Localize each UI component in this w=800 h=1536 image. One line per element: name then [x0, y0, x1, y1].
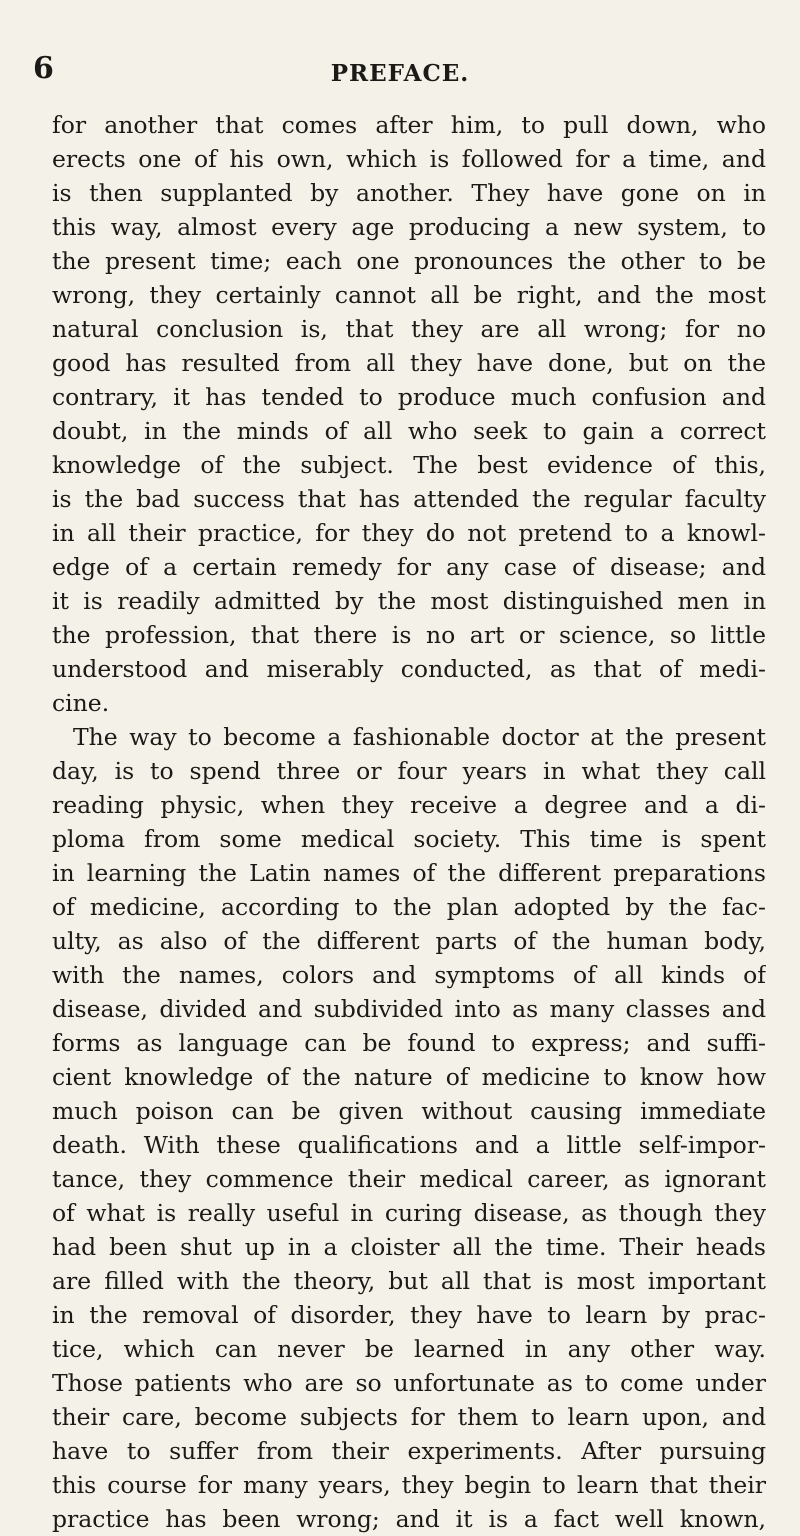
- text-line: tance, they commence their medical career, as ignorant: [52, 1165, 766, 1193]
- text-line: ploma from some medical society. This time is spent: [52, 825, 766, 853]
- text-line: is the bad success that has attended the regular faculty: [52, 485, 766, 513]
- text-line: of what is really useful in curing disease, as though they: [52, 1199, 766, 1227]
- text-line: forms as language can be found to express; and suffi-: [52, 1029, 766, 1057]
- text-line: day, is to spend three or four years in what they call: [52, 757, 766, 785]
- text-line: in the removal of disorder, they have to learn by prac-: [52, 1301, 766, 1329]
- text-line: is then supplanted by another. They have gone on in: [52, 179, 766, 207]
- running-title: PREFACE.: [330, 60, 470, 87]
- text-line: practice has been wrong; and it is a fact well known,: [52, 1505, 766, 1533]
- text-line: cient knowledge of the nature of medicine to know how: [52, 1063, 766, 1091]
- text-line: much poison can be given without causing immediate: [52, 1097, 766, 1125]
- text-line: reading physic, when they receive a degree and a di-: [52, 791, 766, 819]
- text-line: the present time; each one pronounces the other to be: [52, 247, 766, 275]
- text-line: with the names, colors and symptoms of all kinds of: [52, 961, 766, 989]
- text-line: of medicine, according to the plan adopted by the fac-: [52, 893, 766, 921]
- text-line: wrong, they certainly cannot all be right, and the most: [52, 281, 766, 309]
- text-line: doubt, in the minds of all who seek to gain a correct: [52, 417, 766, 445]
- text-line: had been shut up in a cloister all the time. Their heads: [52, 1233, 766, 1261]
- text-line: The way to become a fashionable doctor at the present: [73, 723, 766, 751]
- text-line: this way, almost every age producing a new system, to: [52, 213, 766, 241]
- text-line: their care, become subjects for them to learn upon, and: [52, 1403, 766, 1431]
- text-line: good has resulted from all they have done, but on the: [52, 349, 766, 377]
- text-line: ulty, as also of the different parts of the human body,: [52, 927, 766, 955]
- text-line: for another that comes after him, to pull down, who: [52, 111, 766, 139]
- text-line: this course for many years, they begin to learn that their: [52, 1471, 766, 1499]
- text-line: Those patients who are so unfortunate as to come under: [52, 1369, 766, 1397]
- text-line: are filled with the theory, but all that is most important: [52, 1267, 766, 1295]
- text-line: it is readily admitted by the most distinguished men in: [52, 587, 766, 615]
- text-line: in all their practice, for they do not pretend to a knowl-: [52, 519, 766, 547]
- text-line: tice, which can never be learned in any other way.: [52, 1335, 766, 1363]
- text-line: understood and miserably conducted, as that of medi-: [52, 655, 766, 683]
- text-line: have to suffer from their experiments. After pursuing: [52, 1437, 766, 1465]
- text-line: contrary, it has tended to produce much confusion and: [52, 383, 766, 411]
- text-line: knowledge of the subject. The best evidence of this,: [52, 451, 766, 479]
- text-line: the profession, that there is no art or science, so little: [52, 621, 766, 649]
- text-line: disease, divided and subdivided into as many classes and: [52, 995, 766, 1023]
- text-line: cine.: [52, 689, 110, 717]
- text-line: natural conclusion is, that they are all wrong; for no: [52, 315, 766, 343]
- text-line: erects one of his own, which is followed for a time, and: [52, 145, 766, 173]
- text-line: edge of a certain remedy for any case of disease; and: [52, 553, 766, 581]
- text-line: death. With these qualifications and a little self-impor-: [52, 1131, 766, 1159]
- body-text: [52, 108, 766, 1536]
- text-line: in learning the Latin names of the different preparations: [52, 859, 766, 887]
- page-number: 6: [33, 51, 54, 86]
